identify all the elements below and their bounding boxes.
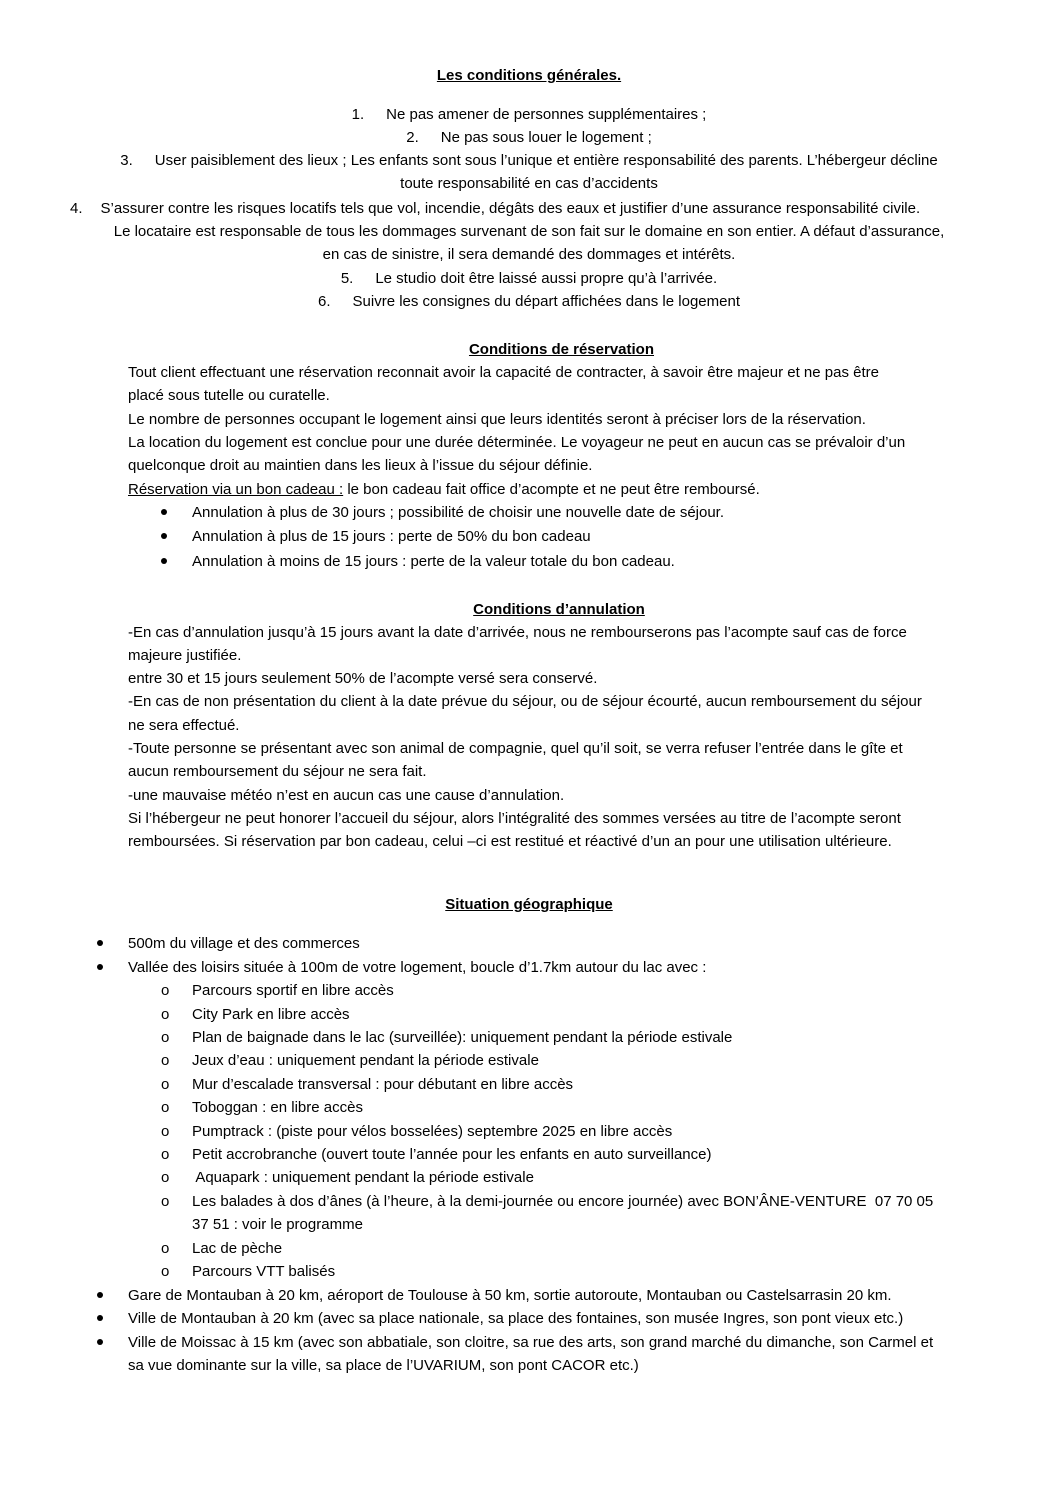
item-text: User paisiblement des lieux ; Les enfants sont sous l’unique et entière responsabilité des parents. L’hébergeur décline	[154, 152, 938, 169]
cancellation-line: aucun remboursement du séjour ne sera fait.	[128, 763, 427, 780]
cancellation-line: remboursées. Si réservation par bon cadeau, celui –ci est restitué et réactivé d’un an pour une utilisation ultérieure.	[128, 833, 892, 850]
circle-bullet-icon: o	[161, 982, 170, 999]
item-number: 1.	[351, 106, 365, 123]
circle-bullet-icon: o	[161, 1169, 170, 1186]
general-item-3	[0, 149, 1058, 172]
general-item-4-continuation: Le locataire est responsable de tous les dommages survenant de son fait sur le domaine en son entier. A défaut d’assurance,	[113, 223, 945, 240]
reservation-line: La location du logement est conclue pour une durée déterminée. Le voyageur ne peut en aucun cas se prévaloir d’un	[128, 434, 906, 451]
cancellation-line: Si l’hébergeur ne peut honorer l’accueil du séjour, alors l’intégralité des sommes versées au titre de l’acompte seront	[128, 810, 901, 827]
general-item-1	[0, 103, 1058, 126]
circle-bullet-icon: o	[161, 1052, 170, 1069]
reservation-line: Le nombre de personnes occupant le logement ainsi que leurs identités seront à préciser lors de la réservation.	[128, 411, 866, 428]
general-item-4	[70, 197, 920, 220]
gift-voucher-label: Réservation via un bon cadeau :	[128, 481, 344, 498]
location-bullet-valley: Vallée des loisirs située à 100m de votre logement, boucle d’1.7km autour du lac avec :	[128, 959, 707, 976]
valley-activity: City Park en libre accès	[192, 1006, 350, 1023]
general-item-3-continuation: toute responsabilité en cas d’accidents	[400, 175, 658, 192]
circle-bullet-icon: o	[161, 1240, 170, 1257]
valley-activity: Plan de baignade dans le lac (surveillée): uniquement pendant la période estivale	[192, 1029, 733, 1046]
location-bullet-montauban: Ville de Montauban à 20 km (avec sa place nationale, sa place des fontaines, son musée Ingres, son pont vieux etc.)	[128, 1310, 904, 1327]
circle-bullet-icon: o	[161, 1076, 170, 1093]
circle-bullet-icon: o	[161, 1029, 170, 1046]
item-number: 5.	[340, 270, 354, 287]
circle-bullet-icon: o	[161, 1006, 170, 1023]
bullet-icon	[97, 1292, 103, 1298]
item-number: 2.	[406, 129, 419, 146]
valley-activity: Les balades à dos d’ânes (à l’heure, à la demi-journée ou encore journée) avec BON’ÂNE-VENTURE 07 70 05	[192, 1193, 934, 1210]
circle-bullet-icon: o	[161, 1193, 170, 1210]
valley-activity: Parcours sportif en libre accès	[192, 982, 394, 999]
bullet-icon	[161, 509, 167, 515]
reservation-bullet: Annulation à moins de 15 jours : perte de la valeur totale du bon cadeau.	[192, 553, 675, 570]
reservation-heading: Conditions de réservation	[468, 341, 655, 358]
location-bullet-village: 500m du village et des commerces	[128, 935, 360, 952]
cancellation-line: -En cas d’annulation jusqu’à 15 jours avant la date d’arrivée, nous ne rembourserons pas l’acompte sauf cas de force	[128, 624, 907, 641]
reservation-line: Tout client effectuant une réservation reconnait avoir la capacité de contracter, à savoir être majeur et ne pas être	[128, 364, 879, 381]
location-bullet-moissac: Ville de Moissac à 15 km (avec son abbatiale, son cloitre, sa rue des arts, son grand marché du dimanche, son Carmel et	[128, 1334, 934, 1351]
item-text: Suivre les consignes du départ affichées dans le logement	[352, 293, 740, 310]
bullet-icon	[161, 533, 167, 539]
general-item-2	[0, 126, 1058, 149]
general-item-4-continuation-2: en cas de sinistre, il sera demandé des dommages et intérêts.	[322, 246, 736, 263]
gift-voucher-line	[128, 478, 760, 501]
item-number: 6.	[318, 293, 331, 310]
circle-bullet-icon: o	[161, 1123, 170, 1140]
location-bullet-moissac-continuation: sa vue dominante sur la ville, sa place de l’UVARIUM, son pont CACOR etc.)	[128, 1357, 639, 1374]
general-item-6	[0, 290, 1058, 313]
location-bullet-station: Gare de Montauban à 20 km, aéroport de Toulouse à 50 km, sortie autoroute, Montauban ou Castelsarrasin 20 km.	[128, 1287, 892, 1304]
bullet-icon	[97, 940, 103, 946]
cancellation-line: entre 30 et 15 jours seulement 50% de l’acompte versé sera conservé.	[128, 670, 598, 687]
valley-activity: Parcours VTT balisés	[192, 1263, 336, 1280]
cancellation-line: -En cas de non présentation du client à la date prévue du séjour, ou de séjour écourté, aucun remboursement du séjour	[128, 693, 922, 710]
circle-bullet-icon: o	[161, 1099, 170, 1116]
location-heading: Situation géographique	[445, 896, 613, 913]
item-number: 4.	[70, 200, 83, 217]
item-number: 3.	[120, 152, 133, 169]
circle-bullet-icon: o	[161, 1263, 170, 1280]
item-text: S’assurer contre les risques locatifs tels que vol, incendie, dégâts des eaux et justifier d’une assurance responsabilité civile.	[100, 200, 921, 217]
valley-activity: Mur d’escalade transversal : pour débutant en libre accès	[192, 1076, 574, 1093]
gift-voucher-text: le bon cadeau fait office d’acompte et ne peut être remboursé.	[343, 481, 760, 498]
valley-activity-continuation: 37 51 : voir le programme	[192, 1216, 363, 1233]
bullet-icon	[161, 558, 167, 564]
bullet-icon	[97, 964, 103, 970]
item-text: Le studio doit être laissé aussi propre qu’à l’arrivée.	[375, 270, 718, 287]
item-text: Ne pas sous louer le logement ;	[440, 129, 652, 146]
cancellation-line: -une mauvaise météo n’est en aucun cas une cause d’annulation.	[128, 787, 565, 804]
bullet-icon	[97, 1339, 103, 1345]
cancellation-line: ne sera effectué.	[128, 717, 240, 734]
valley-activity: Pumptrack : (piste pour vélos bosselées) septembre 2025 en libre accès	[192, 1123, 673, 1140]
item-text: Ne pas amener de personnes supplémentaires ;	[386, 106, 707, 123]
general-heading: Les conditions générales.	[436, 67, 622, 84]
valley-activity: Petit accrobranche (ouvert toute l’année pour les enfants en auto surveillance)	[192, 1146, 712, 1163]
bullet-icon	[97, 1315, 103, 1321]
valley-activity: Jeux d’eau : uniquement pendant la période estivale	[192, 1052, 539, 1069]
general-item-5	[0, 267, 1058, 290]
cancellation-heading: Conditions d’annulation	[473, 601, 645, 618]
reservation-bullet: Annulation à plus de 30 jours ; possibilité de choisir une nouvelle date de séjour.	[192, 504, 725, 521]
cancellation-line: majeure justifiée.	[128, 647, 242, 664]
cancellation-line: -Toute personne se présentant avec son animal de compagnie, quel qu’il soit, se verra refuser l’entrée dans le gîte et	[128, 740, 903, 757]
circle-bullet-icon: o	[161, 1146, 170, 1163]
valley-activity: Toboggan : en libre accès	[192, 1099, 363, 1116]
valley-activity: Lac de pèche	[192, 1240, 283, 1257]
reservation-line: placé sous tutelle ou curatelle.	[128, 387, 330, 404]
reservation-line: quelconque droit au maintien dans les lieux à l’issue du séjour définie.	[128, 457, 593, 474]
valley-activity: Aquapark : uniquement pendant la période estivale	[192, 1169, 534, 1186]
reservation-bullet: Annulation à plus de 15 jours : perte de 50% du bon cadeau	[192, 528, 591, 545]
